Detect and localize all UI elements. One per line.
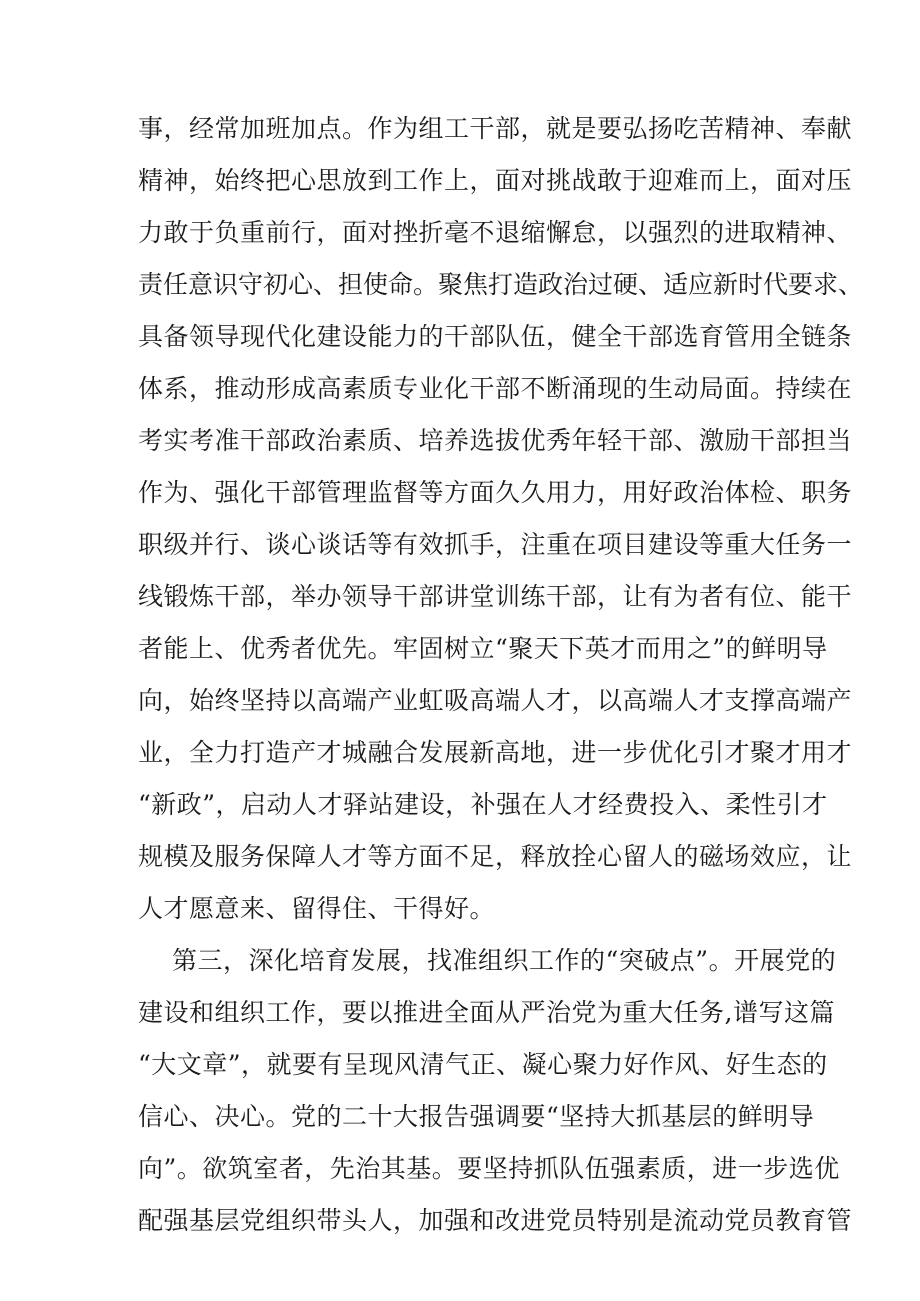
text-line: 者能上、优秀者优先。牢固树立“聚天下英才而用之”的鲜明导: [138, 634, 828, 663]
text-line: “新政”，启动人才驿站建设，补强在人才经费投入、柔性引才: [138, 790, 828, 819]
text-line: 作为、强化干部管理监督等方面久久用力，用好政治体检、职务: [138, 478, 853, 507]
text-line: 人才愿意来、留得住、干得好。: [138, 894, 496, 923]
text-line: 职级并行、谈心谈话等有效抓手，注重在项目建设等重大任务一: [138, 530, 853, 559]
text-line: 建设和组织工作，要以推进全面从严治党为重大任务,谱写这篇: [138, 998, 835, 1027]
text-line: 考实考准干部政治素质、培养选拔优秀年轻干部、激励干部担当: [138, 426, 853, 455]
text-line: 业，全力打造产才城融合发展新高地，进一步优化引才聚才用才: [138, 738, 853, 767]
text-line: 线锻炼干部，举办领导干部讲堂训练干部，让有为者有位、能干: [138, 582, 853, 611]
text-line: 精神，始终把心思放到工作上，面对挑战敢于迎难而上，面对压: [138, 166, 853, 195]
text-line: 向，始终坚持以高端产业虹吸高端人才，以高端人才支撑高端产: [138, 686, 853, 715]
text-line: 具备领导现代化建设能力的干部队伍，健全干部选育管用全链条: [138, 322, 853, 351]
text-line: 事，经常加班加点。作为组工干部，就是要弘扬吃苦精神、奉献: [138, 114, 853, 143]
text-line: 体系，推动形成高素质专业化干部不断涌现的生动局面。持续在: [138, 374, 853, 403]
text-line: 责任意识守初心、担使命。聚焦打造政治过硬、适应新时代要求、: [138, 270, 864, 299]
text-line: “大文章”，就要有呈现风清气正、凝心聚力好作风、好生态的: [138, 1050, 828, 1079]
text-line: 信心、决心。党的二十大报告强调要“坚持大抓基层的鲜明导: [138, 1102, 815, 1131]
text-line: 规模及服务保障人才等方面不足，释放拴心留人的磁场效应，让: [138, 842, 853, 871]
text-line: 向”。欲筑室者，先治其基。要坚持抓队伍强素质，进一步选优: [138, 1154, 840, 1183]
paragraph-start-line: 第三，深化培育发展，找准组织工作的“突破点”。开展党的: [172, 946, 837, 975]
text-line: 力敢于负重前行，面对挫折毫不退缩懈怠，以强烈的进取精神、: [138, 218, 853, 247]
text-line: 配强基层党组织带头人，加强和改进党员特别是流动党员教育管: [138, 1206, 853, 1235]
